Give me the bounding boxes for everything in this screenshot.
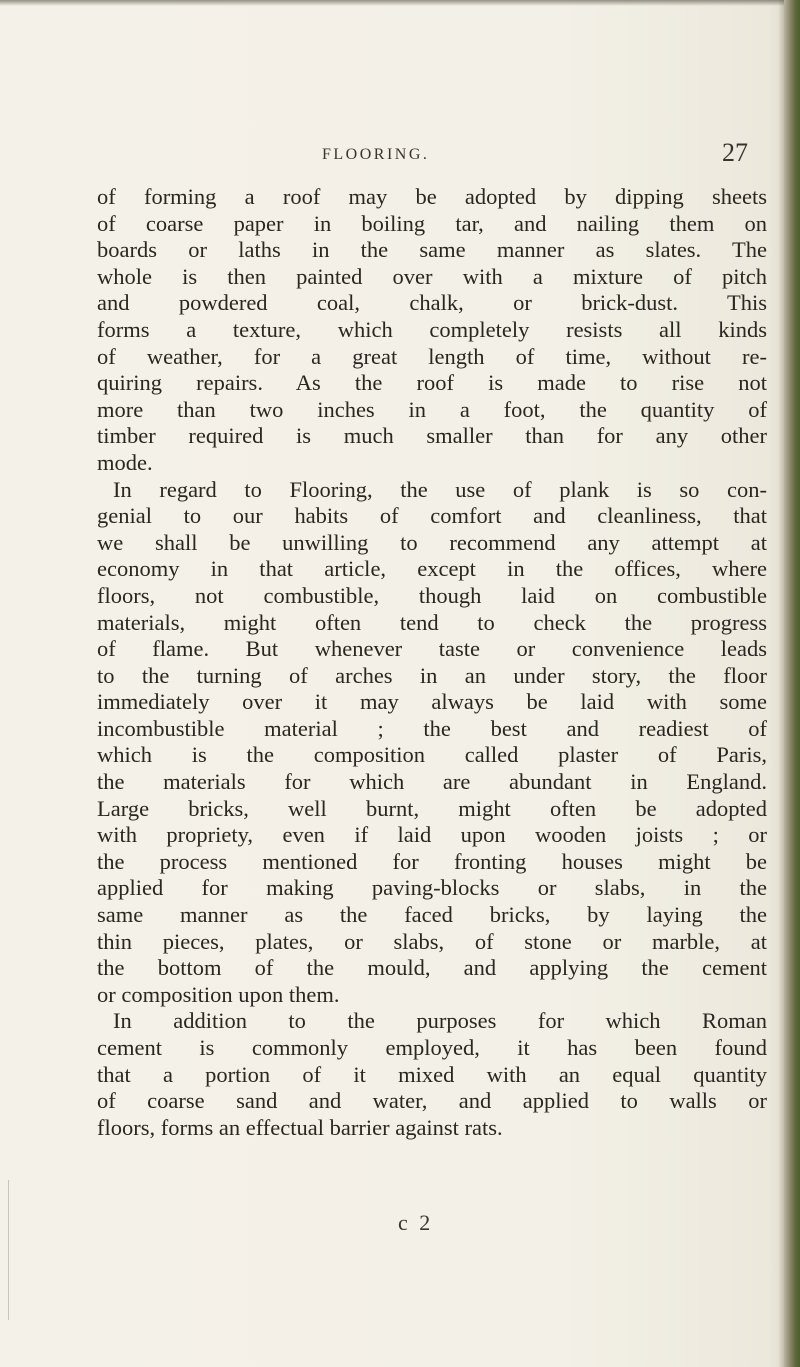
text-line: quiring repairs. As the roof is made to rise not [97, 370, 767, 396]
text-line: the bottom of the mould, and applying the cement [97, 955, 767, 981]
page-crease [8, 1180, 9, 1320]
text-line: In addition to the purposes for which Roman [113, 1008, 767, 1034]
text-line: more than two inches in a foot, the quantity of [97, 396, 767, 422]
text-line: of flame. But whenever taste or convenience leads [97, 636, 767, 662]
text-line: of forming a roof may be adopted by dipping sheets [97, 184, 767, 209]
body-text [97, 184, 767, 1141]
text-line: timber required is much smaller than for any other [97, 423, 767, 449]
text-line: we shall be unwilling to recommend any attempt at [97, 529, 767, 555]
page-header [0, 138, 800, 172]
text-line: In regard to Flooring, the use of plank is so con- [113, 476, 767, 502]
page-number: 27 [722, 138, 748, 167]
text-line: thin pieces, plates, or slabs, of stone or marble, at [97, 928, 767, 954]
text-line: which is the composition called plaster of Paris, [97, 742, 767, 768]
text-line: immediately over it may always be laid with some [97, 689, 767, 715]
text-line: floors, forms an effectual barrier against rats. [97, 1114, 503, 1140]
text-line: cement is commonly employed, it has been found [97, 1035, 767, 1060]
text-line: economy in that article, except in the offices, where [97, 556, 767, 582]
text-line: the process mentioned for fronting houses might be [97, 848, 767, 874]
binding-edge [784, 0, 800, 1367]
text-line: boards or laths in the same manner as slates. The [97, 237, 767, 263]
text-line: of coarse paper in boiling tar, and nailing them on [97, 210, 767, 236]
text-line: mode. [97, 449, 153, 475]
text-line: of coarse sand and water, and applied to walls or [97, 1088, 767, 1114]
text-line: floors, not combustible, though laid on combustible [97, 582, 767, 608]
text-line: same manner as the faced bricks, by laying the [97, 902, 767, 928]
text-line: Large bricks, well burnt, might often be adopted [97, 795, 767, 821]
text-line: forms a texture, which completely resists all kinds [97, 316, 767, 342]
text-line: whole is then painted over with a mixture of pitch [97, 263, 767, 289]
text-line: materials, might often tend to check the progress [97, 609, 767, 635]
text-line: and powdered coal, chalk, or brick-dust. This [97, 290, 767, 316]
text-line: with propriety, even if laid upon wooden joists ; or [97, 822, 767, 848]
running-head: FLOORING. [322, 146, 430, 163]
text-line: of weather, for a great length of time, without re- [97, 343, 767, 369]
text-line: genial to our habits of comfort and cleanliness, that [97, 503, 767, 529]
text-line: applied for making paving-blocks or slabs, in the [97, 875, 767, 901]
text-line: that a portion of it mixed with an equal quantity [97, 1061, 767, 1087]
page-top-shadow [0, 0, 800, 6]
signature-mark: c 2 [398, 1210, 434, 1235]
text-line: incombustible material ; the best and readiest of [97, 715, 767, 741]
text-line: or composition upon them. [97, 981, 340, 1007]
text-line: to the turning of arches in an under story, the floor [97, 662, 767, 688]
text-line: the materials for which are abundant in England. [97, 769, 767, 795]
